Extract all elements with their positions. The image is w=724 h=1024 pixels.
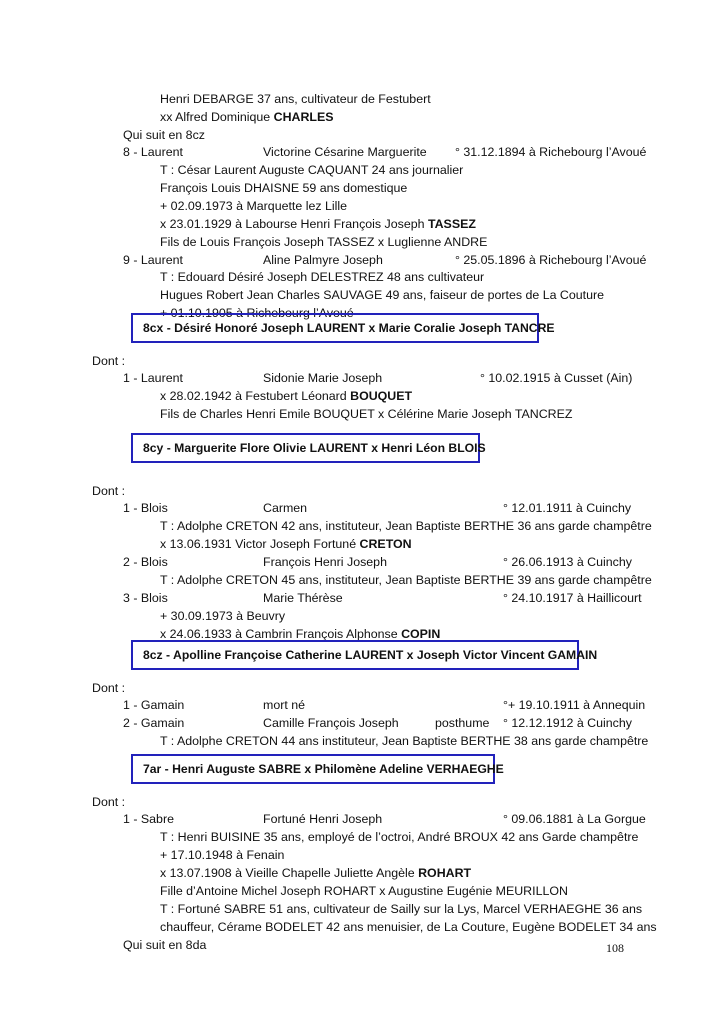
death-line: + 17.10.1948 à Fenain <box>160 848 285 862</box>
section-title: 8cx - Désiré Honoré Joseph LAURENT x Marie Coralie Joseph TANCRE <box>143 321 555 335</box>
text-span: x 24.06.1933 à Cambrin François Alphonse <box>160 627 402 641</box>
witness-line: T : Adolphe CRETON 44 ans instituteur, Jean Baptiste BERTHE 38 ans garde champêtre <box>160 734 649 748</box>
dont-label: Dont : <box>92 354 126 368</box>
entry-birth: ° 10.02.1915 à Cusset (Ain) <box>480 371 633 385</box>
text-line: Henri DEBARGE 37 ans, cultivateur de Festubert <box>160 92 431 106</box>
text-span: x 28.02.1942 à Festubert Léonard <box>160 389 351 403</box>
section-heading-8cz <box>131 640 598 670</box>
witness-line: T : César Laurent Auguste CAQUANT 24 ans journalier <box>160 163 464 177</box>
entry-number: 9 - Laurent <box>123 253 183 267</box>
surname-bold: BOUQUET <box>350 389 413 403</box>
entry-names: Fortuné Henri Joseph <box>263 812 383 826</box>
entry-names: François Henri Joseph <box>263 555 387 569</box>
section-title: 8cy - Marguerite Flore Olivie LAURENT x Henri Léon BLOIS <box>143 441 486 455</box>
surname-bold: CHARLES <box>273 110 334 124</box>
text-span: x 23.01.1929 à Labourse Henri François Joseph <box>160 217 428 231</box>
witness-line: T : Edouard Désiré Joseph DELESTREZ 48 ans cultivateur <box>160 270 485 284</box>
entry-birth: ° 25.05.1896 à Richebourg l’Avoué <box>455 253 647 267</box>
marriage-line <box>160 389 412 404</box>
entry-birth: °+ 19.10.1911 à Annequin <box>503 698 646 712</box>
section-heading-8cx <box>131 313 555 343</box>
entry-number: 1 - Sabre <box>123 812 174 826</box>
witness-line: T : Henri BUISINE 35 ans, employé de l’octroi, André BROUX 42 ans Garde champêtre <box>160 830 639 844</box>
entry-birth: ° 26.06.1913 à Cuinchy <box>503 555 632 569</box>
entry-number: 1 - Gamain <box>123 698 185 712</box>
entry-names: Marie Thérèse <box>263 591 343 605</box>
entry-number: 3 - Blois <box>123 591 168 605</box>
surname-bold: TASSEZ <box>427 217 476 231</box>
entry-names: Victorine Césarine Marguerite <box>263 145 427 159</box>
text-span: xx Alfred Dominique <box>160 110 274 124</box>
surname-bold: COPIN <box>401 627 441 641</box>
witness-line: T : Fortuné SABRE 51 ans, cultivateur de Sailly sur la Lys, Marcel VERHAEGHE 36 ans <box>160 902 643 916</box>
filiation-line: Fille d’Antoine Michel Joseph ROHART x Augustine Eugénie MEURILLON <box>160 884 568 898</box>
entry-birth: ° 31.12.1894 à Richebourg l’Avoué <box>455 145 647 159</box>
marriage-line <box>160 537 412 552</box>
entry-names: Aline Palmyre Joseph <box>263 253 383 267</box>
entry-number: 1 - Blois <box>123 501 168 515</box>
section-heading-7ar <box>131 754 504 784</box>
filiation-line: Fils de Louis François Joseph TASSEZ x Luglienne ANDRE <box>160 235 488 249</box>
text-span: x 13.07.1908 à Vieille Chapelle Juliette Angèle <box>160 866 419 880</box>
death-line: + 02.09.1973 à Marquette lez Lille <box>160 199 348 213</box>
entry-names: mort né <box>263 698 306 712</box>
section-title: 7ar - Henri Auguste SABRE x Philomène Adeline VERHAEGHE <box>143 762 504 776</box>
entry-names: Carmen <box>263 501 308 515</box>
surname-bold: CRETON <box>359 537 412 551</box>
posthumous-note: posthume <box>435 716 490 730</box>
witness-line: François Louis DHAISNE 59 ans domestique <box>160 181 408 195</box>
marriage-line <box>160 217 476 232</box>
marriage-line <box>160 110 334 125</box>
entry-names: Camille François Joseph <box>263 716 399 730</box>
entry-birth: ° 12.12.1912 à Cuinchy <box>503 716 632 730</box>
section-title: 8cz - Apolline Françoise Catherine LAURENT x Joseph Victor Vincent GAMAIN <box>143 648 598 662</box>
section-heading-8cy <box>131 433 486 463</box>
dont-label: Dont : <box>92 681 126 695</box>
dont-label: Dont : <box>92 484 126 498</box>
surname-bold: ROHART <box>418 866 472 880</box>
entry-birth: ° 09.06.1881 à La Gorgue <box>503 812 646 826</box>
filiation-line: Fils de Charles Henri Emile BOUQUET x Célérine Marie Joseph TANCREZ <box>160 407 573 421</box>
entry-number: 2 - Gamain <box>123 716 185 730</box>
witness-line: chauffeur, Cérame BODELET 42 ans menuisier, de La Couture, Eugène BODELET 34 ans <box>160 920 657 934</box>
entry-names: Sidonie Marie Joseph <box>263 371 383 385</box>
witness-line: T : Adolphe CRETON 45 ans, instituteur, Jean Baptiste BERTHE 39 ans garde champêtre <box>160 573 652 587</box>
entry-birth: ° 12.01.1911 à Cuinchy <box>503 501 632 515</box>
text-span: x 13.06.1931 Victor Joseph Fortuné <box>160 537 360 551</box>
death-line: + 30.09.1973 à Beuvry <box>160 609 286 623</box>
page-number: 108 <box>606 941 624 955</box>
entry-birth: ° 24.10.1917 à Haillicourt <box>503 591 642 605</box>
entry-number: 2 - Blois <box>123 555 168 569</box>
follow-note: Qui suit en 8cz <box>123 128 205 142</box>
dont-label: Dont : <box>92 795 126 809</box>
marriage-line <box>160 866 471 881</box>
entry-number: 1 - Laurent <box>123 371 183 385</box>
death-line: + 01.10.1905 à Richebourg l’Avoué <box>160 306 354 320</box>
witness-line: T : Adolphe CRETON 42 ans, instituteur, Jean Baptiste BERTHE 36 ans garde champêtre <box>160 519 652 533</box>
witness-line: Hugues Robert Jean Charles SAUVAGE 49 ans, faiseur de portes de La Couture <box>160 288 605 302</box>
entry-number: 8 - Laurent <box>123 145 183 159</box>
follow-note: Qui suit en 8da <box>123 938 207 952</box>
